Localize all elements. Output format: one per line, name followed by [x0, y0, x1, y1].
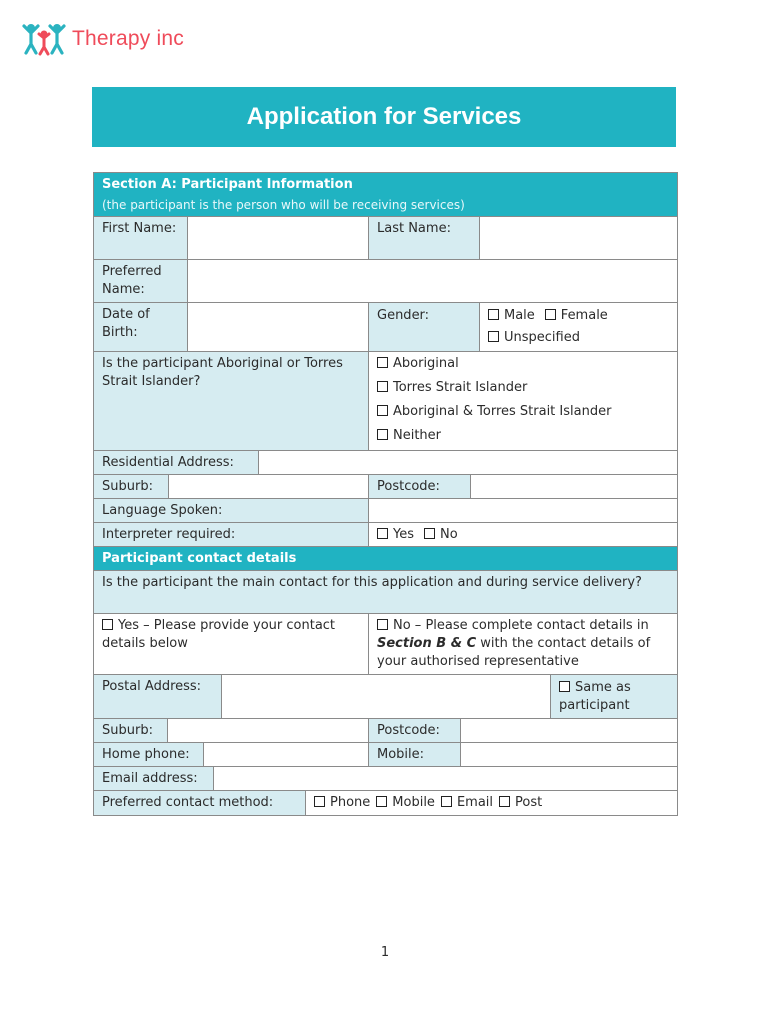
gender-male-option[interactable]: Male: [488, 305, 535, 327]
atsi-option-neither[interactable]: Neither: [377, 427, 669, 445]
atsi-row: [94, 352, 677, 451]
language-row: [94, 499, 677, 523]
phone-row: [94, 743, 677, 767]
main-contact-question: Is the participant the main contact for this application and during service delivery?: [94, 571, 677, 613]
main-contact-no-option[interactable]: No – Please complete contact details in Section B & C with the contact details of your authorised representative: [369, 614, 677, 674]
checkbox-icon[interactable]: [545, 309, 556, 320]
last-name-field[interactable]: [480, 217, 677, 259]
checkbox-icon[interactable]: [424, 528, 435, 539]
logo-text: Therapy inc: [72, 27, 184, 50]
interpreter-label: Interpreter required:: [94, 523, 369, 546]
checkbox-icon[interactable]: [441, 796, 452, 807]
atsi-options: [369, 352, 677, 450]
method-email-option[interactable]: Email: [441, 794, 493, 812]
checkbox-icon[interactable]: [376, 796, 387, 807]
title-banner: [92, 87, 676, 147]
checkbox-icon[interactable]: [377, 619, 388, 630]
gender-female-option[interactable]: Female: [545, 305, 608, 327]
application-form: [93, 172, 678, 816]
checkbox-icon[interactable]: [102, 619, 113, 630]
name-row: [94, 217, 677, 260]
interpreter-options: [369, 523, 677, 546]
preferred-name-row: [94, 260, 677, 303]
suburb-field[interactable]: [169, 475, 369, 498]
interpreter-yes-option[interactable]: Yes: [377, 526, 414, 544]
gender-options: [480, 303, 677, 351]
main-contact-yes-option[interactable]: Yes – Please provide your contact details below: [94, 614, 369, 674]
checkbox-icon[interactable]: [377, 357, 388, 368]
postcode-label: Postcode:: [369, 475, 471, 498]
section-a-note: (the participant is the person who will be receiving services): [102, 194, 669, 216]
suburb-label: Suburb:: [94, 475, 169, 498]
gender-label: Gender:: [369, 303, 480, 351]
mobile-field[interactable]: [461, 743, 677, 766]
section-bc-emphasis: Section B & C: [377, 636, 477, 651]
home-phone-label: Home phone:: [94, 743, 204, 766]
first-name-field[interactable]: [188, 217, 369, 259]
home-phone-field[interactable]: [204, 743, 369, 766]
language-field[interactable]: [369, 499, 677, 522]
dob-gender-row: [94, 303, 677, 352]
mobile-label: Mobile:: [369, 743, 461, 766]
residential-address-field[interactable]: [259, 451, 677, 474]
postal-address-field[interactable]: [222, 675, 551, 718]
checkbox-icon[interactable]: [488, 331, 499, 342]
section-a-header: [94, 173, 677, 217]
contact-suburb-label: Suburb:: [94, 719, 168, 742]
suburb-postcode-row: [94, 475, 677, 499]
email-row: [94, 767, 677, 791]
checkbox-icon[interactable]: [488, 309, 499, 320]
method-phone-option[interactable]: Phone: [314, 794, 370, 812]
atsi-question: Is the participant Aboriginal or Torres Strait Islander?: [94, 352, 369, 450]
residential-row: [94, 451, 677, 475]
language-label: Language Spoken:: [94, 499, 369, 522]
checkbox-icon[interactable]: [314, 796, 325, 807]
contact-suburb-field[interactable]: [168, 719, 369, 742]
postal-address-row: [94, 675, 677, 719]
section-a-heading: Section A: Participant Information: [102, 177, 353, 192]
contact-suburb-row: [94, 719, 677, 743]
dob-label: Date of Birth:: [94, 303, 188, 351]
checkbox-icon[interactable]: [559, 681, 570, 692]
contact-heading: Participant contact details: [94, 547, 677, 570]
atsi-option-aboriginal[interactable]: Aboriginal: [377, 355, 669, 373]
email-field[interactable]: [214, 767, 677, 790]
dob-field[interactable]: [188, 303, 369, 351]
checkbox-icon[interactable]: [377, 381, 388, 392]
checkbox-icon[interactable]: [377, 405, 388, 416]
contact-header: [94, 547, 677, 571]
page-title: Application for Services: [246, 103, 522, 130]
preferred-method-row: [94, 791, 677, 815]
people-logo-icon: [22, 22, 66, 56]
checkbox-icon[interactable]: [377, 429, 388, 440]
email-label: Email address:: [94, 767, 214, 790]
checkbox-icon[interactable]: [499, 796, 510, 807]
interpreter-no-option[interactable]: No: [424, 526, 458, 544]
main-contact-question-row: [94, 571, 677, 614]
atsi-option-both[interactable]: Aboriginal & Torres Strait Islander: [377, 403, 669, 421]
preferred-name-field[interactable]: [188, 260, 677, 302]
preferred-method-label: Preferred contact method:: [94, 791, 306, 815]
last-name-label: Last Name:: [369, 217, 480, 259]
page-number: 1: [380, 945, 390, 960]
preferred-method-options: [306, 791, 677, 815]
checkbox-icon[interactable]: [377, 528, 388, 539]
contact-postcode-field[interactable]: [461, 719, 677, 742]
preferred-name-label: Preferred Name:: [94, 260, 188, 302]
postal-address-label: Postal Address:: [94, 675, 222, 718]
postcode-field[interactable]: [471, 475, 677, 498]
main-contact-answer-row: [94, 614, 677, 675]
residential-address-label: Residential Address:: [94, 451, 259, 474]
method-mobile-option[interactable]: Mobile: [376, 794, 435, 812]
atsi-option-tsi[interactable]: Torres Strait Islander: [377, 379, 669, 397]
interpreter-row: [94, 523, 677, 547]
gender-unspecified-option[interactable]: Unspecified: [488, 327, 580, 349]
logo: [22, 22, 184, 56]
contact-postcode-label: Postcode:: [369, 719, 461, 742]
method-post-option[interactable]: Post: [499, 794, 542, 812]
same-as-participant-option[interactable]: Same as participant: [551, 675, 677, 718]
first-name-label: First Name:: [94, 217, 188, 259]
